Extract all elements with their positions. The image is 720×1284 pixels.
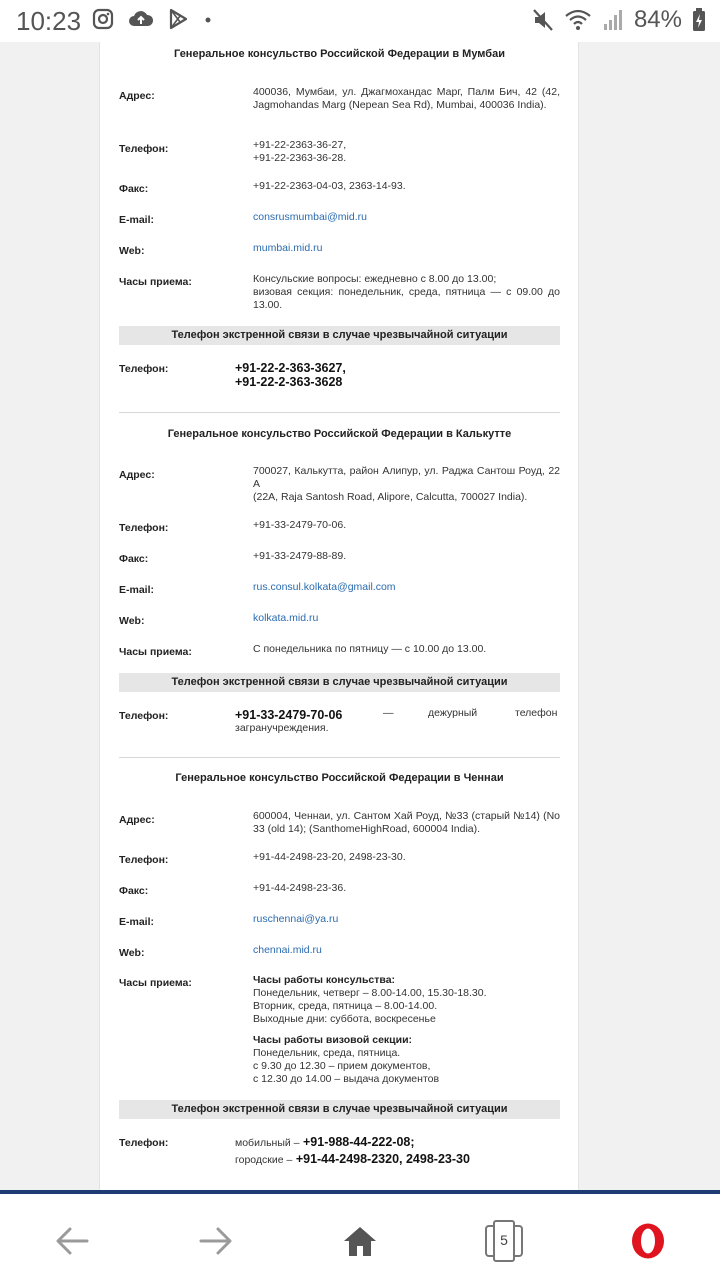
fax-value: +91-22-2363-04-03, 2363-14-93. xyxy=(253,180,406,192)
hours-line: Понедельник, среда, пятница. xyxy=(253,1047,401,1059)
email-link[interactable]: rus.consul.kolkata@gmail.com xyxy=(253,581,396,593)
arrow-right-icon xyxy=(199,1226,233,1256)
email-link[interactable]: ruschennai@ya.ru xyxy=(253,913,339,925)
home-button[interactable] xyxy=(330,1216,390,1266)
battery-charging-icon xyxy=(692,8,706,32)
email-label: E-mail: xyxy=(119,584,155,596)
phone-label: Телефон: xyxy=(119,363,169,375)
phone-value: +91-44-2498-23-20, 2498-23-30. xyxy=(253,851,406,863)
emergency-phone[interactable] xyxy=(235,1134,470,1168)
phone-value xyxy=(253,139,560,165)
consulate-title-chennai: Генеральное консульство Российской Федерации в Ченнаи xyxy=(175,772,504,784)
opera-logo-icon xyxy=(630,1222,666,1260)
tabs-button[interactable] xyxy=(474,1216,534,1266)
phone-label: Телефон: xyxy=(119,522,169,534)
web-link[interactable]: kolkata.mid.ru xyxy=(253,612,319,624)
hours-line: Выходные дни: суббота, воскресенье xyxy=(253,1013,436,1025)
play-store-icon xyxy=(168,8,188,30)
phone-line: +91-22-2363-36-27, xyxy=(253,139,347,151)
fax-value: +91-33-2479-88-89. xyxy=(253,550,347,562)
hours-value: С понедельника по пятницу — с 10.00 до 13.00. xyxy=(253,643,487,655)
hours-line: Консульские вопросы: ежедневно с 8.00 до 13.00; xyxy=(253,273,497,285)
opera-menu-button[interactable] xyxy=(618,1216,678,1266)
fax-label: Факс: xyxy=(119,553,149,565)
cloud-upload-icon xyxy=(128,8,154,30)
phone-value: +91-33-2479-70-06. xyxy=(253,519,347,531)
hours-label: Часы приема: xyxy=(119,276,192,288)
browser-bottom-bar xyxy=(0,1190,720,1284)
hours-value xyxy=(253,273,560,312)
back-button[interactable] xyxy=(42,1216,102,1266)
divider xyxy=(119,412,560,413)
emergency-mobile-label: мобильный – xyxy=(235,1137,300,1149)
emergency-city-number[interactable]: +91-44-2498-2320, 2498-23-30 xyxy=(295,1152,470,1166)
emergency-note-word: телефон xyxy=(515,707,558,719)
email-label: E-mail: xyxy=(119,214,155,226)
hours-line: Понедельник, четверг – 8.00-14.00, 15.30-18.30. xyxy=(253,987,487,999)
emergency-banner: Телефон экстренной связи в случае чрезвычайной ситуации xyxy=(119,673,560,692)
emergency-phone-line[interactable]: +91-22-2-363-3627, xyxy=(235,361,346,375)
dot-icon xyxy=(202,8,214,30)
status-time: 10:23 xyxy=(16,6,82,36)
phone-label: Телефон: xyxy=(119,1137,169,1149)
hours-subtitle: Часы работы визовой секции: xyxy=(253,1034,413,1046)
phone-line: +91-22-2363-36-28. xyxy=(253,152,347,164)
emergency-phone-line[interactable]: +91-22-2-363-3628 xyxy=(235,375,343,389)
status-bar xyxy=(0,0,720,42)
emergency-banner: Телефон экстренной связи в случае чрезвычайной ситуации xyxy=(119,1100,560,1119)
hours-line: с 9.30 до 12.30 – прием документов, xyxy=(253,1060,431,1072)
consulate-title-kolkata: Генеральное консульство Российской Федерации в Калькутте xyxy=(167,428,512,440)
wifi-icon xyxy=(564,8,592,32)
address-value: 600004, Ченнаи, ул. Сантом Хай Роуд, №33 (старый №14) (No 33 (old 14); (SanthomeHighRoad, 600004 India). xyxy=(253,810,560,835)
consulate-title-mumbai: Генеральное консульство Российской Федерации в Мумбаи xyxy=(174,48,505,60)
web-link[interactable]: mumbai.mid.ru xyxy=(253,242,323,254)
email-label: E-mail: xyxy=(119,916,155,928)
divider xyxy=(119,757,560,758)
phone-label: Телефон: xyxy=(119,710,169,722)
emergency-banner: Телефон экстренной связи в случае чрезвычайной ситуации xyxy=(119,326,560,345)
tabs-icon xyxy=(485,1223,523,1259)
address-line: (22A, Raja Santosh Road, Alipore, Calcutta, 700027 India). xyxy=(253,491,528,503)
phone-label: Телефон: xyxy=(119,143,169,155)
phone-label: Телефон: xyxy=(119,854,169,866)
hours-line: визовая секция: понедельник, среда, пятница — с 09.00 до 13.00. xyxy=(253,286,560,311)
fax-label: Факс: xyxy=(119,885,149,897)
forward-button[interactable] xyxy=(186,1216,246,1266)
address-value: 400036, Мумбаи, ул. Джагмохандас Марг, Палм Бич, 42 (42, Jagmohandas Marg (Nepean Sea Rd), Mumbai, 400036 India). xyxy=(253,86,560,111)
emergency-note-dash: — xyxy=(383,707,394,719)
emergency-mobile-number[interactable]: +91-988-44-222-08; xyxy=(303,1135,415,1149)
battery-percent: 84% xyxy=(633,6,682,33)
signal-icon xyxy=(602,8,624,32)
emergency-city-label: городские – xyxy=(235,1154,293,1166)
email-link[interactable]: consrusmumbai@mid.ru xyxy=(253,211,367,223)
emergency-phone[interactable]: +91-33-2479-70-06 xyxy=(235,708,343,722)
emergency-phone[interactable] xyxy=(235,361,346,389)
emergency-note-word: дежурный xyxy=(428,707,478,719)
address-label: Адрес: xyxy=(119,469,155,481)
address-value xyxy=(253,465,560,504)
arrow-left-icon xyxy=(55,1226,89,1256)
hours-line: с 12.30 до 14.00 – выдача документов xyxy=(253,1073,440,1085)
hours-subtitle: Часы работы консульства: xyxy=(253,974,396,986)
address-label: Адрес: xyxy=(119,814,155,826)
instagram-icon xyxy=(92,8,114,30)
hours-label: Часы приема: xyxy=(119,646,192,658)
emergency-note-line: загранучреждения. xyxy=(235,722,329,734)
home-icon xyxy=(342,1225,378,1257)
fax-label: Факс: xyxy=(119,183,149,195)
web-label: Web: xyxy=(119,245,145,257)
hours-value xyxy=(253,974,560,1086)
hours-line: Вторник, среда, пятница – 8.00-14.00. xyxy=(253,1000,438,1012)
web-label: Web: xyxy=(119,947,145,959)
hours-label: Часы приема: xyxy=(119,977,192,989)
address-line: 700027, Калькутта, район Алипур, ул. Раджа Сантош Роуд, 22 А xyxy=(253,465,560,490)
mute-icon xyxy=(532,8,554,32)
tabs-count: 5 xyxy=(493,1220,515,1262)
web-page xyxy=(99,42,579,1190)
web-label: Web: xyxy=(119,615,145,627)
address-label: Адрес: xyxy=(119,90,155,102)
web-link[interactable]: chennai.mid.ru xyxy=(253,944,322,956)
fax-value: +91-44-2498-23-36. xyxy=(253,882,347,894)
